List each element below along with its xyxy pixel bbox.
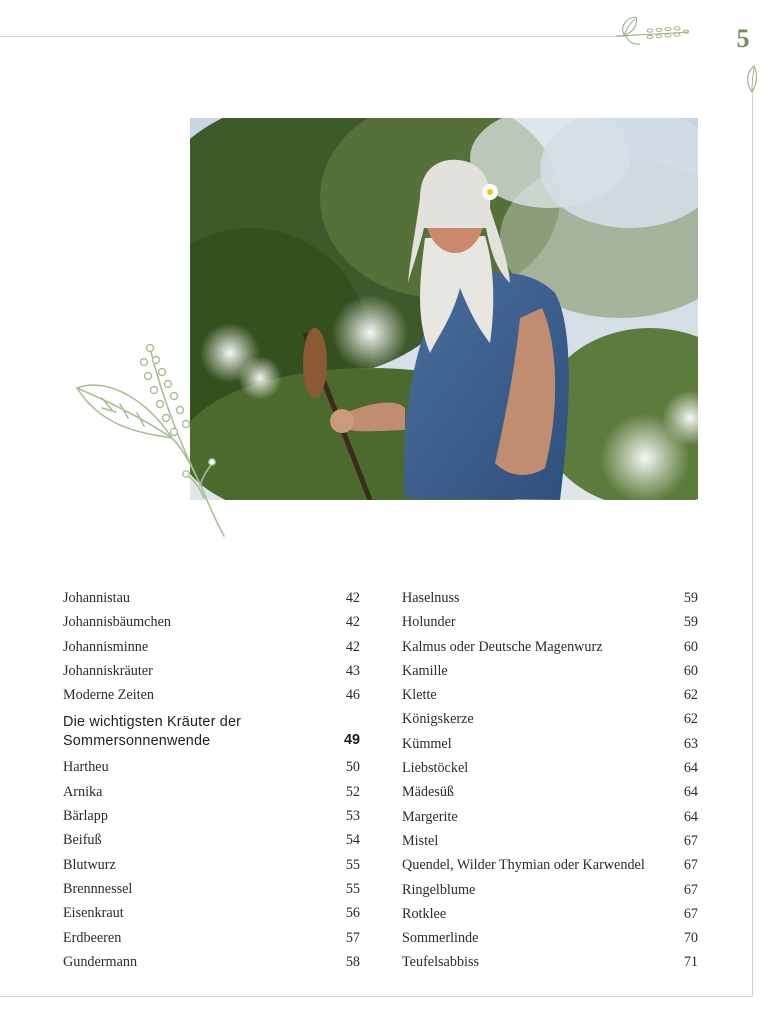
sprig-ornament-icon bbox=[614, 14, 690, 48]
toc-entry-page: 64 bbox=[683, 808, 698, 825]
toc-entry-page: 62 bbox=[683, 711, 698, 728]
toc-entry[interactable] bbox=[63, 755, 360, 779]
toc-section-title-line2: Sommersonnenwende bbox=[63, 733, 211, 750]
toc-section-title bbox=[63, 713, 241, 751]
toc-entry-page: 46 bbox=[345, 687, 360, 704]
toc-entry[interactable] bbox=[63, 659, 360, 683]
toc-entry[interactable] bbox=[402, 635, 698, 659]
toc-entry-title: Kalmus oder Deutsche Magenwurz bbox=[402, 638, 603, 655]
toc-entry-title: Johannisbäumchen bbox=[63, 614, 171, 631]
toc-entry-page: 70 bbox=[683, 930, 698, 947]
toc-entry-page: 64 bbox=[683, 760, 698, 777]
toc-entry-title: Ringelblume bbox=[402, 881, 476, 898]
toc-entry-page: 60 bbox=[683, 638, 698, 655]
toc-entry-title: Königskerze bbox=[402, 711, 474, 728]
toc-entry-page: 58 bbox=[345, 953, 360, 970]
toc-entry[interactable] bbox=[402, 950, 698, 974]
frame-line-right bbox=[752, 88, 753, 996]
toc-entry-title: Kamille bbox=[402, 662, 448, 679]
toc-entry-title: Gundermann bbox=[63, 953, 138, 970]
toc-entry-page: 55 bbox=[345, 856, 360, 873]
toc-entry-page: 50 bbox=[345, 759, 360, 776]
toc-entry[interactable] bbox=[63, 610, 360, 634]
toc-entry[interactable] bbox=[402, 829, 698, 853]
toc-entry-title: Brennnessel bbox=[63, 880, 133, 897]
photo-old-man-in-meadow bbox=[190, 118, 698, 500]
toc-entry-title: Beifuß bbox=[63, 832, 102, 849]
toc-entry-title: Sommerlinde bbox=[402, 930, 479, 947]
toc-entry[interactable] bbox=[63, 926, 360, 950]
toc-entry-page: 63 bbox=[683, 735, 698, 752]
toc-section-page: 49 bbox=[343, 732, 360, 749]
toc-entry[interactable] bbox=[402, 756, 698, 780]
toc-entry-title: Johannisminne bbox=[63, 638, 149, 655]
toc-section-title-line1: Die wichtigsten Kräuter der bbox=[63, 714, 242, 731]
toc-entry-title: Mistel bbox=[402, 832, 439, 849]
toc-entry-page: 54 bbox=[345, 832, 360, 849]
toc-entry[interactable] bbox=[63, 635, 360, 659]
toc-entry-title: Arnika bbox=[63, 783, 103, 800]
toc-entry-page: 64 bbox=[683, 784, 698, 801]
toc-entry[interactable] bbox=[402, 586, 698, 610]
toc-right-column bbox=[402, 586, 698, 975]
toc-entry-page: 67 bbox=[683, 857, 698, 874]
toc-entry-title: Erdbeeren bbox=[63, 929, 122, 946]
toc-entry[interactable] bbox=[402, 707, 698, 731]
toc-entry-title: Eisenkraut bbox=[63, 905, 124, 922]
toc-entry[interactable] bbox=[63, 877, 360, 901]
toc-entry[interactable] bbox=[402, 732, 698, 756]
toc-entry-title: Liebstöckel bbox=[402, 760, 469, 777]
toc-entry[interactable] bbox=[63, 828, 360, 852]
toc-entry[interactable] bbox=[402, 853, 698, 877]
toc-entry-page: 55 bbox=[345, 880, 360, 897]
toc-entry-page: 67 bbox=[683, 881, 698, 898]
toc-entry-page: 67 bbox=[683, 905, 698, 922]
toc-entry-title: Klette bbox=[402, 687, 437, 704]
toc-entry[interactable] bbox=[402, 780, 698, 804]
toc-entry[interactable] bbox=[402, 926, 698, 950]
toc-entry-page: 60 bbox=[683, 662, 698, 679]
toc-entry-page: 57 bbox=[345, 929, 360, 946]
toc-entry-page: 42 bbox=[345, 638, 360, 655]
toc-entry[interactable] bbox=[402, 659, 698, 683]
toc-entry[interactable] bbox=[63, 586, 360, 610]
toc-entry[interactable] bbox=[63, 853, 360, 877]
toc-entry-page: 43 bbox=[345, 662, 360, 679]
toc-entry[interactable] bbox=[402, 610, 698, 634]
leaf-ornament-icon bbox=[742, 64, 762, 94]
toc-section-heading[interactable] bbox=[63, 709, 360, 751]
toc-entry-page: 67 bbox=[683, 832, 698, 849]
toc-entry[interactable] bbox=[402, 878, 698, 902]
toc-entry-page: 59 bbox=[683, 590, 698, 606]
toc-entry-page: 42 bbox=[345, 614, 360, 631]
toc-left-column bbox=[63, 586, 360, 974]
toc-entry-title: Bärlapp bbox=[63, 808, 108, 825]
toc-entry[interactable] bbox=[63, 780, 360, 804]
toc-entry-page: 56 bbox=[345, 905, 360, 922]
toc-entry[interactable] bbox=[63, 683, 360, 707]
toc-entry-page: 62 bbox=[683, 687, 698, 704]
page-number: 5 bbox=[736, 24, 750, 53]
toc-entry-title: Rotklee bbox=[402, 905, 447, 922]
toc-entry-title: Blutwurz bbox=[63, 856, 116, 873]
toc-entry-page: 52 bbox=[345, 783, 360, 800]
toc-entry-page: 42 bbox=[345, 590, 360, 606]
toc-entry-title: Margerite bbox=[402, 808, 458, 825]
toc-entry[interactable] bbox=[402, 683, 698, 707]
toc-entry-page: 71 bbox=[683, 954, 698, 971]
toc-entry-title: Haselnuss bbox=[402, 590, 460, 606]
toc-entry-title: Kümmel bbox=[402, 735, 452, 752]
toc-entry-title: Johanniskräuter bbox=[63, 662, 153, 679]
toc-entry[interactable] bbox=[402, 805, 698, 829]
toc-entry[interactable] bbox=[63, 950, 360, 974]
toc-entry-title: Johannistau bbox=[63, 590, 130, 606]
toc-entry-title: Holunder bbox=[402, 614, 456, 631]
herb-sprig-illustration bbox=[72, 338, 232, 543]
toc-entry[interactable] bbox=[63, 901, 360, 925]
toc-entry-page: 59 bbox=[683, 614, 698, 631]
toc-entry-title: Quendel, Wilder Thymian oder Karwendel bbox=[402, 857, 645, 874]
toc-entry-title: Teufelsabbiss bbox=[402, 954, 480, 971]
toc-entry[interactable] bbox=[402, 902, 698, 926]
frame-line-top bbox=[0, 36, 628, 37]
toc-entry[interactable] bbox=[63, 804, 360, 828]
frame-line-bottom bbox=[0, 996, 753, 997]
toc-entry-page: 53 bbox=[345, 808, 360, 825]
toc-entry-title: Moderne Zeiten bbox=[63, 687, 154, 704]
toc-entry-title: Mädesüß bbox=[402, 784, 455, 801]
toc-entry-title: Hartheu bbox=[63, 759, 109, 776]
